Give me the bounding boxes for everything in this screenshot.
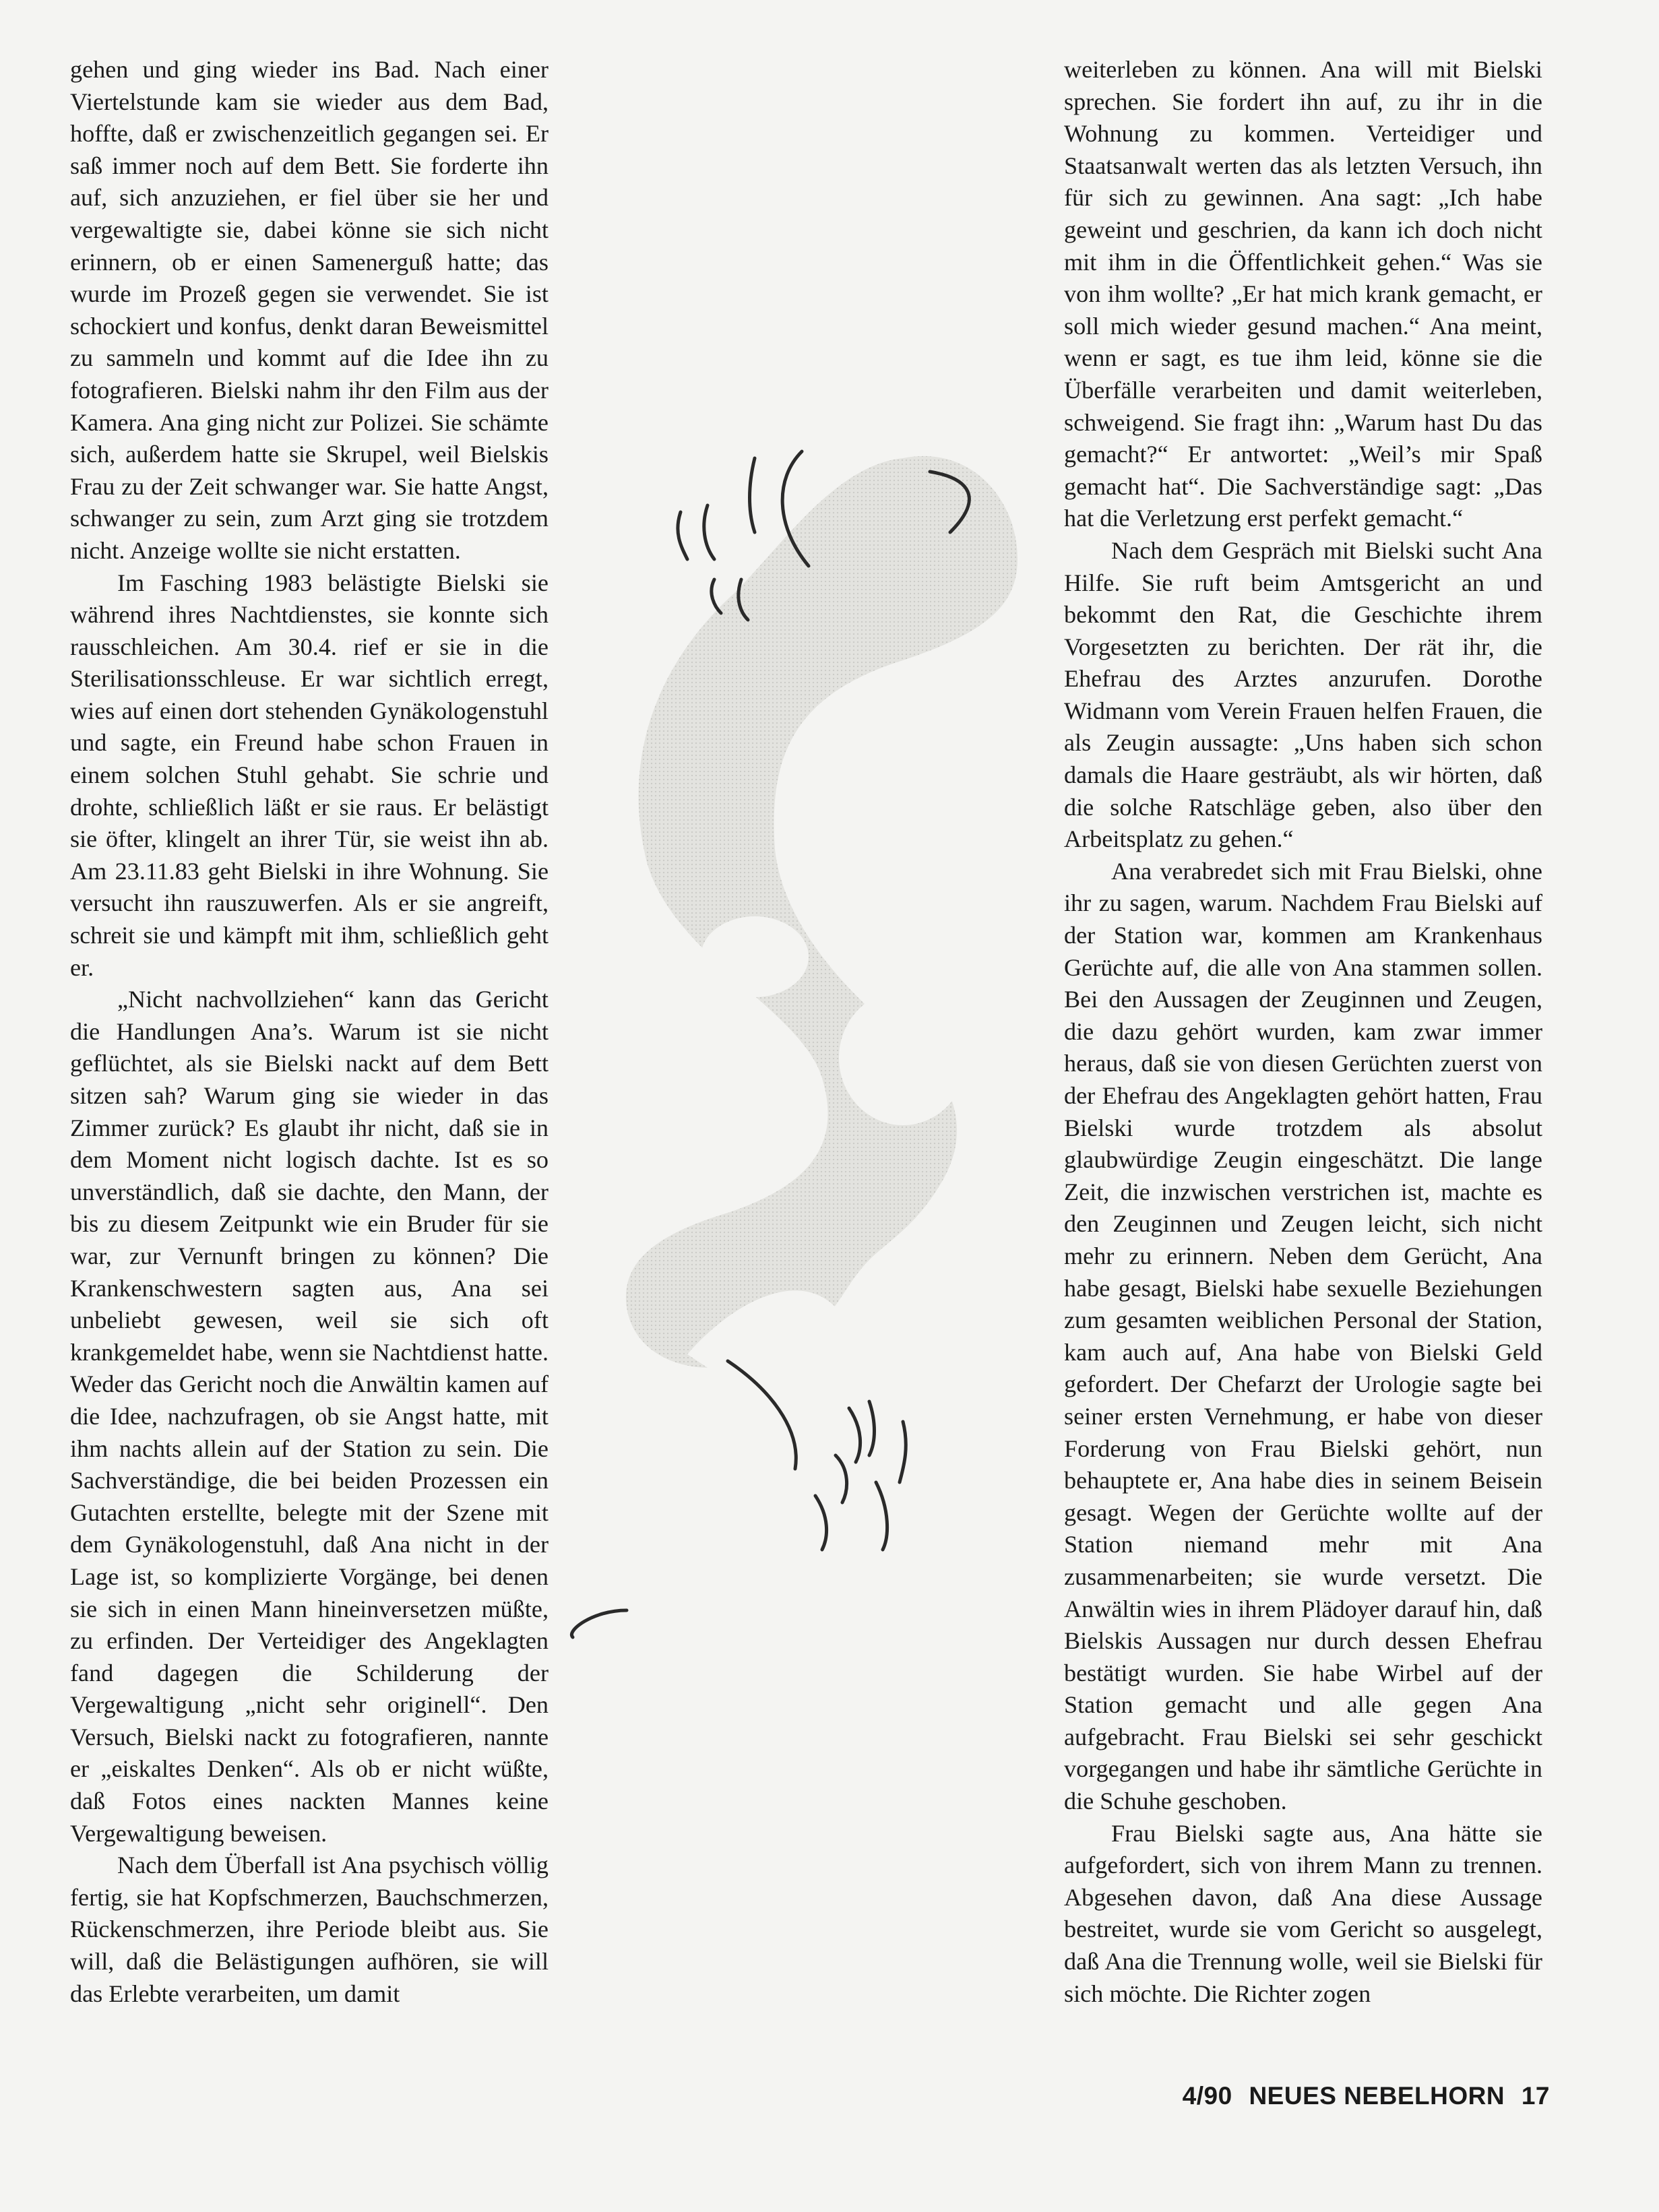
right-column <box>1064 54 1542 2010</box>
paragraph: Nach dem Überfall ist Ana psychisch völlig fertig, sie hat Kopfschmerzen, Bauchschmerzen, Rückenschmerzen, ihre Periode bleibt aus. Sie will, daß die Belästigungen aufhören, sie will das Erlebte verarbeiten, um damit <box>70 1852 549 2007</box>
paragraph: Ana verabredet sich mit Frau Bielski, ohne ihr zu sagen, warum. Nachdem Frau Bielski auf der Station war, kommen am Krankenhaus Gerüchte auf, die alle von Ana stammen sollen. Bei den Aussagen der Zeuginnen und Zeugen, die dazu gehört wurden, kam zwar immer heraus, daß sie von diesen Gerüchten zuerst von der Ehefrau des Angeklagten gehört hatten, Frau Bielski wurde trotzdem als absolut glaubwürdige Zeugin eingeschätzt. Die lange Zeit, die inzwischen verstrichen ist, machte es den Zeuginnen und Zeugen leicht, sich nicht mehr zu erinnern. Neben dem Gerücht, Ana habe gesagt, Bielski habe sexuelle Beziehungen zum gesamten weiblichen Personal der Station, kam auch auf, Ana habe von Bielski Geld gefordert. Der Chefarzt der Urologie sagte bei seiner ersten Vernehmung, er habe von dieser Forderung von Frau Bielski gehört, nun behauptete er, Ana habe dies in seinem Beisein gesagt. Wegen der Gerüchte wollte auf der Station niemand mehr mit Ana zusammenarbeiten; sie wurde versetzt. Die Anwältin wies in ihrem Plädoyer darauf hin, daß Bielskis Aussagen nur durch dessen Ehefrau bestätigt wurden. Sie habe Wirbel auf der Station gemacht und alle gegen Ana aufgebracht. Frau Bielski sei sehr geschickt vorgegangen und habe ihr sämtliche Gerüchte in die Schuhe geschoben. <box>1064 857 1542 1815</box>
lower-hand-lines <box>571 1361 906 1637</box>
page-footer <box>1172 2082 1550 2110</box>
left-column <box>70 54 549 2010</box>
page-number: 17 <box>1521 2082 1550 2110</box>
paragraph: „Nicht nachvollziehen“ kann das Gericht die Handlungen Ana’s. Warum ist sie nicht geflüchtet, als sie Bielski nackt auf dem Bett sitzen sah? Warum ging sie wieder in das Zimmer zurück? Es glaubt ihr nicht, daß sie in dem Moment nicht logisch dachte. Ist es so unverständlich, daß sie dachte, den Mann, der bis zu diesem Zeitpunkt wie ein Bruder für sie war, zur Vernunft bringen zu können? Die Krankenschwestern sagten aus, Ana sei unbeliebt gewesen, weil sie sich oft krankgemeldet habe, wenn sie Nachtdienst hatte. Weder das Gericht noch die Anwältin kamen auf die Idee, nachzufragen, ob sie Angst hatte, mit ihm nachts allein auf der Station zu sein. Die Sachverständige, die bei beiden Prozessen ein Gutachten erstellte, belegte mit der Szene mit dem Gynäkologenstuhl, daß Ana nicht in der Lage ist, so komplizierte Vorgänge, bei denen sie sich in einen Mann hineinversetzen müßte, zu erfinden. Der Verteidiger des Angeklagten fand dagegen die Schilderung der Vergewaltigung „nicht sehr originell“. Den Versuch, Bielski nackt zu fotografieren, nannte er „eiskaltes Denken“. Als ob er nicht wüßte, daß Fotos eines nackten Mannes keine Vergewaltigung beweisen. <box>70 986 549 1847</box>
issue-number: 4/90 <box>1182 2082 1232 2110</box>
highlight-blob <box>701 916 809 997</box>
s-shape-body <box>626 456 1018 1368</box>
paragraph: Nach dem Gespräch mit Bielski sucht Ana Hilfe. Sie ruft beim Amtsgericht an und bekommt den Rat, die Geschichte ihrem Vorgesetzten zu berichten. Der rät ihr, die Ehefrau des Arztes anzurufen. Dorothe Widmann vom Verein Frauen helfen Frauen, die als Zeugin aussagte: „Uns haben sich schon damals die Haare gesträubt, als wir hörten, daß die solche Ratschläge geben, also über den Arbeitsplatz zu gehen.“ <box>1064 536 1542 853</box>
highlight-blob <box>839 990 967 1125</box>
s-shaped-hands-illustration <box>553 377 1065 1738</box>
paragraph: gehen und ging wieder ins Bad. Nach einer Viertelstunde kam sie wieder aus dem Bad, hoffte, daß er zwischenzeitlich gegangen sei. Er saß immer noch auf dem Bett. Sie forderte ihn auf, sich anzuziehen, er fiel über sie her und vergewaltigte sie, dabei könne sie sich nicht erinnern, ob er einen Samenerguß hatte; das wurde im Prozeß gegen sie verwendet. Sie ist schockiert und konfus, denkt daran Beweismittel zu sammeln und kommt auf die Idee ihn zu fotografieren. Bielski nahm ihr den Film aus der Kamera. Ana ging nicht zur Polizei. Sie schämte sich, außerdem hatte sie Skrupel, weil Bielskis Frau zu der Zeit schwanger war. Sie hatte Angst, schwanger zu sein, zum Arzt ging sie trotzdem nicht. Anzeige wollte sie nicht erstatten. <box>70 56 549 564</box>
paragraph: weiterleben zu können. Ana will mit Bielski sprechen. Sie fordert ihn auf, zu ihr in die Wohnung zu kommen. Verteidiger und Staatsanwalt werten das als letzten Versuch, ihn für sich zu gewinnen. Ana sagt: „Ich habe geweint und geschrien, da kann ich doch nicht mit ihm in die Öffentlichkeit gehen.“ Was sie von ihm wollte? „Er hat mich krank gemacht, er soll mich wieder gesund machen.“ Ana meint, wenn er sagt, es tue ihm leid, könne sie die Überfälle verarbeiten und damit weiterleben, schweigend. Sie fragt ihn: „Warum hast Du das gemacht?“ Er antwortet: „Weil’s mir Spaß gemacht hat“. Die Sachverständige sagt: „Das hat die Verletzung erst perfekt gemacht.“ <box>1064 56 1542 532</box>
magazine-name: NEUES NEBELHORN <box>1249 2082 1505 2110</box>
paragraph: Im Fasching 1983 belästigte Bielski sie während ihres Nachtdienstes, sie konnte sich rausschleichen. Am 30.4. rief er sie in die Sterilisationsschleuse. Er war sichtlich erregt, wies auf einen dort stehenden Gynäkologenstuhl und sagte, ein Freund habe schon Frauen in einem solchen Stuhl gehabt. Sie schrie und drohte, schließlich läßt er sie raus. Er belästigt sie öfter, klingelt an ihrer Tür, sie weist ihn ab. Am 23.11.83 geht Bielski in ihre Wohnung. Sie versucht ihn rauszuwerfen. Als er sie angreift, schreit sie und kämpft mit ihm, schließlich geht er. <box>70 569 549 981</box>
paragraph: Frau Bielski sagte aus, Ana hätte sie aufgefordert, sich von ihrem Mann zu trennen. Abgesehen davon, daß Ana diese Aussage bestreitet, wurde sie vom Gericht so ausgelegt, daß Ana die Trennung wolle, weil sie Bielski für sich möchte. Die Richter zogen <box>1064 1819 1542 2007</box>
